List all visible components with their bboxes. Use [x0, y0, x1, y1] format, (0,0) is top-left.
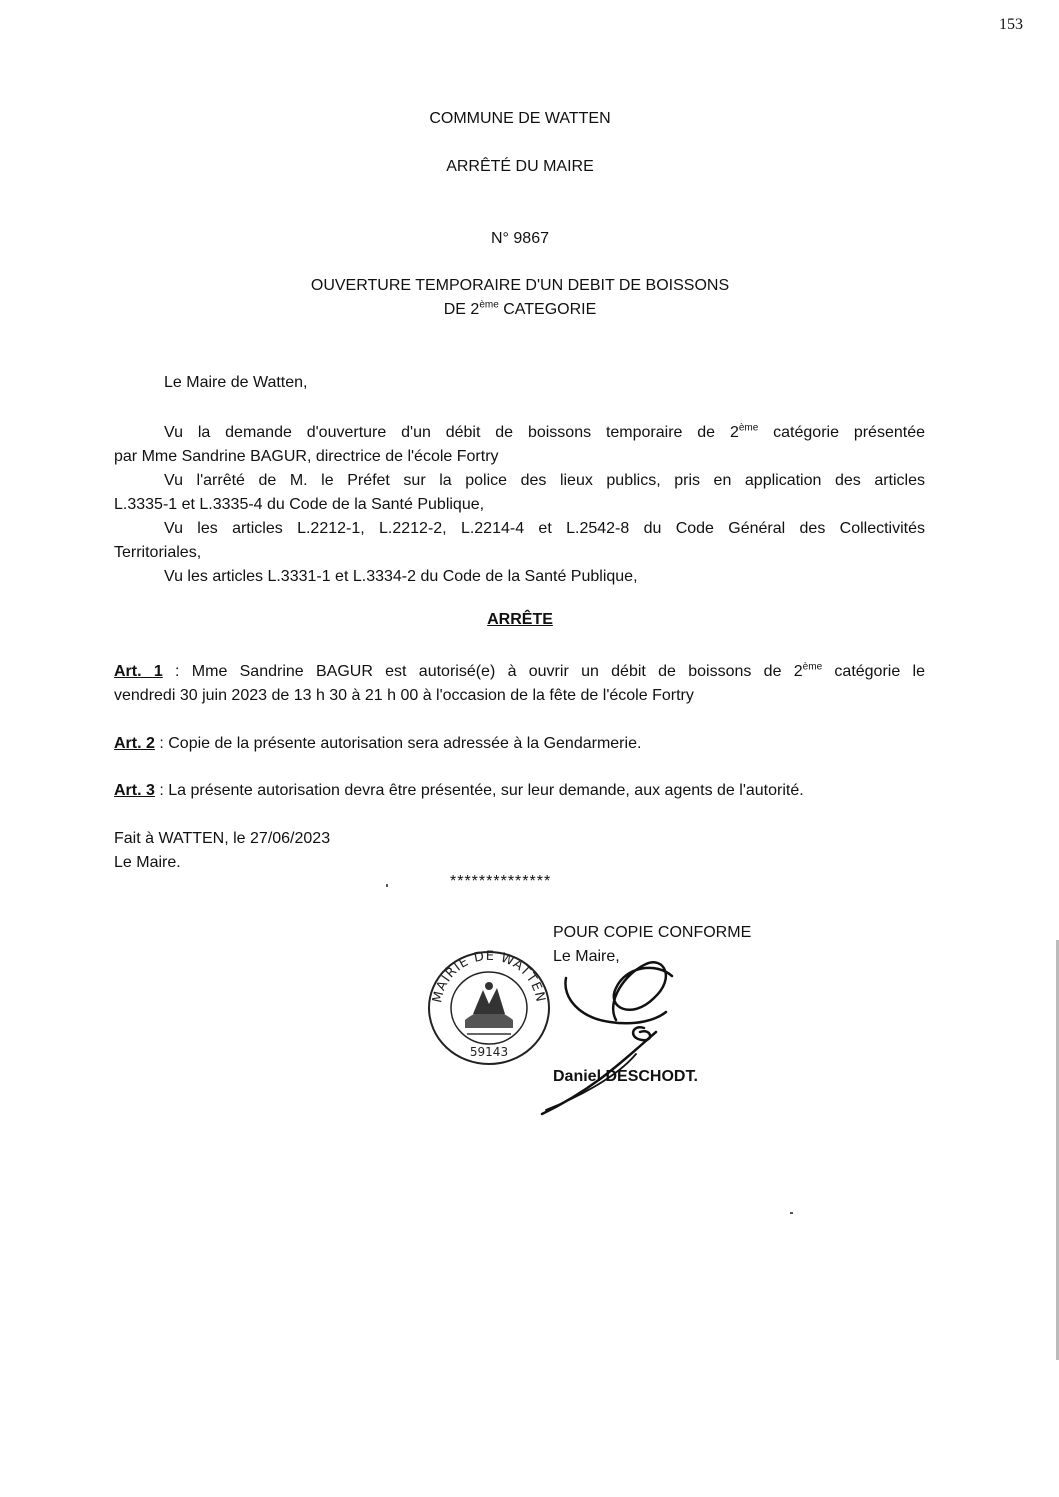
vu1-line-b: par Mme Sandrine BAGUR, directrice de l'école Fortry — [114, 448, 499, 465]
fait-a: Fait à WATTEN, le 27/06/2023 — [114, 830, 331, 847]
separator-stars: ************** — [450, 873, 552, 890]
article-2: Art. 2 : Copie de la présente autorisation sera adressée à la Gendarmerie. — [114, 735, 642, 752]
scan-speck-2 — [386, 884, 388, 887]
arrete-heading: ARRÊTE — [487, 611, 553, 628]
arrete-title: ARRÊTÉ DU MAIRE — [446, 158, 594, 175]
article-3: Art. 3 : La présente autorisation devra être présentée, sur leur demande, aux agents de l'autorité. — [114, 782, 804, 799]
vu3-line-b: Territoriales, — [114, 544, 202, 561]
svg-text:MAIRIE DE WATTEN — [430, 949, 548, 1004]
preamble-vu-paragraphs — [114, 421, 925, 589]
page-number: 153 — [999, 16, 1023, 33]
signatory-name: Daniel DESCHODT. — [553, 1068, 698, 1085]
article-3-label: Art. 3 — [114, 782, 155, 799]
commune-heading: COMMUNE DE WATTEN — [429, 110, 611, 127]
article-1: Art. 1 : Mme Sandrine BAGUR est autorisé(e) à ouvrir un débit de boissons de 2ème catégorie le vendredi 30 juin 2023 de 13 h 30 à 21 h 00 à l'occasion de la fête de l'école Fortry — [114, 661, 925, 704]
article-1-label: Art. 1 — [114, 663, 163, 680]
handwritten-signature — [536, 958, 696, 1120]
arrete-number: N° 9867 — [491, 230, 549, 247]
subject-line-1: OUVERTURE TEMPORAIRE D'UN DEBIT DE BOISSONS — [310, 277, 730, 294]
le-maire-closing: Le Maire. — [114, 854, 181, 871]
stamp-text: MAIRIE DE WATTEN — [430, 948, 548, 1005]
scan-speck — [790, 1212, 793, 1214]
stamp-emblem-icon — [465, 982, 513, 1034]
pour-copie-conforme: POUR COPIE CONFORME — [553, 924, 752, 941]
le-maire-signature: Le Maire, — [553, 948, 620, 965]
vu1-line-a: Vu la demande d'ouverture d'un débit de boissons temporaire de 2ème catégorie présentée — [164, 422, 925, 441]
stamp-postcode: 59143 — [469, 1045, 509, 1059]
vu4-line: Vu les articles L.3331-1 et L.3334-2 du Code de la Santé Publique, — [164, 568, 638, 585]
vu3-line-a: Vu les articles L.2212-1, L.2212-2, L.2214-4 et L.2542-8 du Code Général des Collectivités — [164, 520, 925, 537]
subject-line-2: DE 2ème CATEGORIE — [443, 299, 597, 318]
vu2-line-a: Vu l'arrêté de M. le Préfet sur la police des lieux publics, pris en application des articles — [164, 472, 925, 489]
article-2-label: Art. 2 — [114, 735, 155, 752]
preamble-opening: Le Maire de Watten, — [164, 374, 308, 391]
vu2-line-b: L.3335-1 et L.3335-4 du Code de la Santé Publique, — [114, 496, 485, 513]
